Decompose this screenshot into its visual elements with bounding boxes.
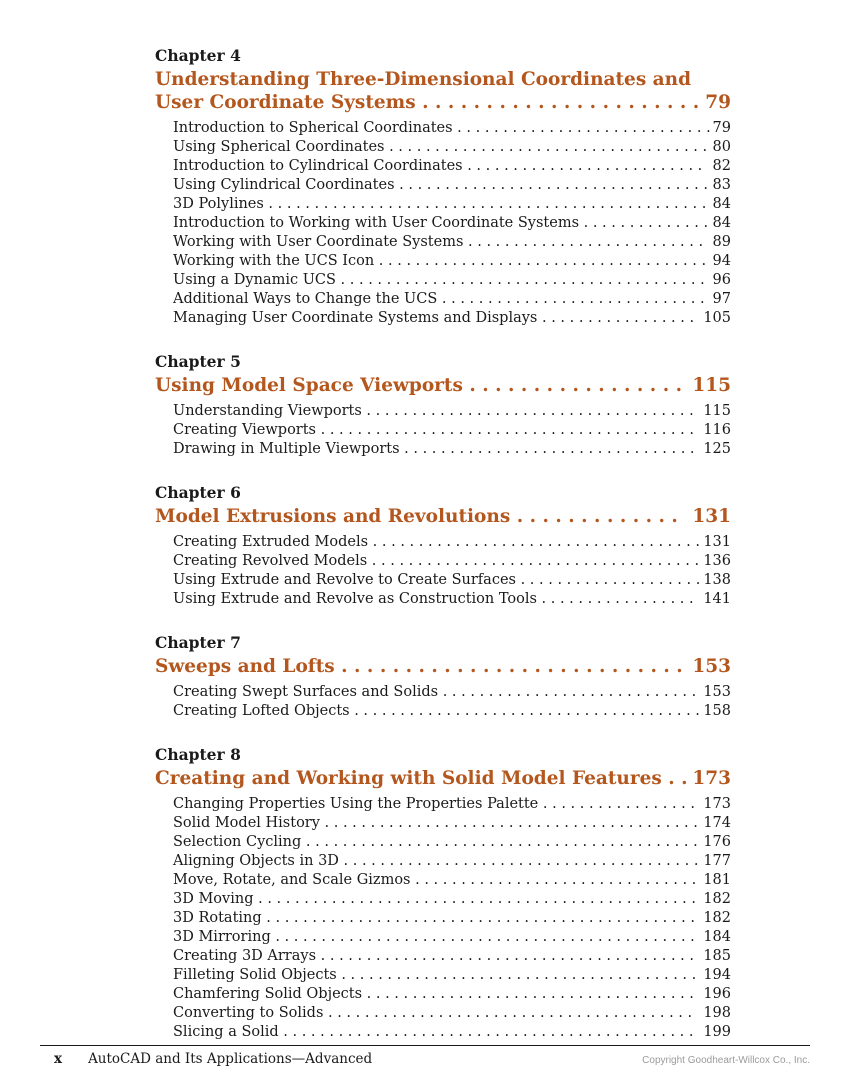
toc-entry bbox=[173, 702, 731, 721]
entry-title: Chamfering Solid Objects bbox=[173, 986, 363, 1002]
entry-title: Slicing a Solid bbox=[173, 1024, 279, 1040]
toc-entry bbox=[173, 138, 731, 157]
toc-entry bbox=[173, 909, 731, 928]
dot-leader: . . bbox=[661, 768, 688, 789]
dot-leader: . . . . . . . . . . . . . . . . . bbox=[536, 591, 694, 607]
dot-leader: . . . . . . . . . . . . . . . . . . . . . . . . . . bbox=[462, 158, 703, 174]
chapter-page-number: 79 bbox=[705, 92, 731, 113]
chapter-title-row bbox=[155, 374, 731, 397]
toc-entry bbox=[173, 947, 731, 966]
entry-page-number: 131 bbox=[703, 534, 731, 550]
toc-entry bbox=[173, 683, 731, 702]
entry-page-number: 80 bbox=[712, 139, 731, 155]
entry-page-number: 83 bbox=[712, 177, 731, 193]
entry-title: Changing Properties Using the Properties Palette bbox=[173, 796, 539, 812]
entry-page-number: 116 bbox=[703, 422, 731, 438]
entry-page-number: 173 bbox=[703, 796, 731, 812]
toc-entry bbox=[173, 928, 731, 947]
entry-title: Creating Viewports bbox=[173, 422, 317, 438]
entry-page-number: 141 bbox=[703, 591, 731, 607]
chapter-page-number: 173 bbox=[692, 768, 731, 789]
entry-page-number: 177 bbox=[703, 853, 731, 869]
chapter-entries bbox=[155, 533, 731, 609]
toc-entry bbox=[173, 852, 731, 871]
dot-leader: . . . . . . . . . . . . . . . . . . . . . . . . . . . . . . . . . . bbox=[394, 177, 708, 193]
chapter-title: Using Model Space Viewports bbox=[155, 375, 463, 396]
dot-leader: . . . . . . . . . . . . . . . . . . . . . . . . . . bbox=[463, 234, 704, 250]
dot-leader: . . . . . . . . . . . . . . . . . . . . . . . . . . . bbox=[334, 656, 683, 677]
toc-entry bbox=[173, 309, 731, 328]
toc-entry bbox=[173, 233, 731, 252]
dot-leader: . . . . . . . . . . . . . . . . . bbox=[538, 796, 695, 812]
chapter-title: Creating and Working with Solid Model Features bbox=[155, 768, 662, 789]
entry-title: Introduction to Spherical Coordinates bbox=[173, 120, 453, 136]
toc-entry bbox=[173, 157, 731, 176]
toc-entry bbox=[173, 571, 731, 590]
chapter-section bbox=[155, 633, 731, 721]
entry-page-number: 176 bbox=[703, 834, 731, 850]
dot-leader: . . . . . . . . . . . . . . . . . . . . . . . . . . . . . . . . . . . . . . . . bbox=[323, 1005, 693, 1021]
entry-page-number: 153 bbox=[703, 684, 731, 700]
entry-page-number: 182 bbox=[703, 891, 731, 907]
entry-page-number: 196 bbox=[703, 986, 731, 1002]
toc-entry bbox=[173, 814, 731, 833]
chapter-entries bbox=[155, 795, 731, 1042]
dot-leader: . . . . . . . . . . . . . . . . . . . . . . . . . . . . . . . . . . . . . . . . . . . . . . . bbox=[261, 910, 695, 926]
entry-title: Aligning Objects in 3D bbox=[173, 853, 339, 869]
page-footer bbox=[40, 1045, 810, 1067]
entry-title: Using Cylindrical Coordinates bbox=[173, 177, 395, 193]
footer-copyright: Copyright Goodheart-Willcox Co., Inc. bbox=[642, 1055, 810, 1066]
chapter-title-row bbox=[155, 505, 731, 528]
entry-page-number: 82 bbox=[712, 158, 731, 174]
footer-row bbox=[40, 1051, 810, 1067]
toc-entry bbox=[173, 533, 731, 552]
dot-leader: . . . . . . . . . . . . . . . . . . . . . . . . . . . . . . . . . . . . . . . . . . . bbox=[301, 834, 698, 850]
entry-title: Converting to Solids bbox=[173, 1005, 324, 1021]
chapter-label: Chapter 6 bbox=[155, 483, 241, 502]
entry-title: Creating Lofted Objects bbox=[173, 703, 350, 719]
toc-entry bbox=[173, 402, 731, 421]
entry-title: Drawing in Multiple Viewports bbox=[173, 441, 400, 457]
dot-leader: . . . . . . . . . . . . . . . . . . . . . . . . . . . . . . . . . . . . . . . . . . . . . . . . bbox=[253, 891, 696, 907]
toc-entry bbox=[173, 176, 731, 195]
dot-leader: . . . . . . . . . . . . . . . . . . . . . . . . . . . . . . . . . . . . . . . bbox=[336, 967, 697, 983]
chapter-page-number: 131 bbox=[692, 506, 731, 527]
dot-leader: . . . . . . . . . . . . . . . . . . . . bbox=[515, 572, 701, 588]
toc-entry bbox=[173, 833, 731, 852]
entry-title: Creating 3D Arrays bbox=[173, 948, 317, 964]
toc-entry bbox=[173, 552, 731, 571]
entry-page-number: 185 bbox=[703, 948, 731, 964]
chapter-title: Sweeps and Lofts bbox=[155, 656, 335, 677]
chapter-label: Chapter 8 bbox=[155, 745, 241, 764]
entry-page-number: 105 bbox=[703, 310, 731, 326]
toc-entry bbox=[173, 271, 731, 290]
chapter-title-row bbox=[155, 767, 731, 790]
toc-entry bbox=[173, 890, 731, 909]
toc-entry bbox=[173, 214, 731, 233]
toc-entry bbox=[173, 985, 731, 1004]
entry-page-number: 138 bbox=[703, 572, 731, 588]
dot-leader: . . . . . . . . . . . . . bbox=[510, 506, 678, 527]
chapter-entries bbox=[155, 402, 731, 459]
footer-page-number: x bbox=[54, 1051, 63, 1067]
entry-title: Using Extrude and Revolve to Create Surfaces bbox=[173, 572, 516, 588]
toc-entry bbox=[173, 1023, 731, 1042]
toc-entry bbox=[173, 966, 731, 985]
dot-leader: . . . . . . . . . . . . . . . . . . . . . . . . . . . . . . . bbox=[410, 872, 697, 888]
chapter-title-row bbox=[155, 68, 731, 114]
entry-title: Using a Dynamic UCS bbox=[173, 272, 336, 288]
chapter-entries bbox=[155, 683, 731, 721]
dot-leader: . . . . . . . . . . . . . . . . . . . . . . . . . . . . . . . . . . . bbox=[384, 139, 708, 155]
toc-entry bbox=[173, 590, 731, 609]
footer-book-title: AutoCAD and Its Applications—Advanced bbox=[88, 1051, 373, 1067]
entry-page-number: 199 bbox=[703, 1024, 731, 1040]
toc-entry bbox=[173, 119, 731, 138]
entry-page-number: 194 bbox=[703, 967, 731, 983]
entry-title: Filleting Solid Objects bbox=[173, 967, 337, 983]
table-of-contents bbox=[155, 46, 731, 1066]
dot-leader: . . . . . . . . . . . . . . . . . . . . . . . . . . . . . bbox=[437, 291, 705, 307]
entry-title: Selection Cycling bbox=[173, 834, 302, 850]
dot-leader: . . . . . . . . . . . . . . . . . . . . . . . . . . . . . . . . . . . . . . . . . . . . . . . . bbox=[263, 196, 707, 212]
entry-page-number: 184 bbox=[703, 929, 731, 945]
dot-leader: . . . . . . . . . . . . . . . . . . . . . . . . . . . . . . . . bbox=[399, 441, 695, 457]
entry-page-number: 115 bbox=[703, 403, 731, 419]
toc-entry bbox=[173, 1004, 731, 1023]
entry-title: Introduction to Working with User Coordinate Systems bbox=[173, 215, 580, 231]
entry-page-number: 174 bbox=[703, 815, 731, 831]
toc-entry bbox=[173, 795, 731, 814]
entry-title: Using Extrude and Revolve as Construction Tools bbox=[173, 591, 537, 607]
dot-leader: . . . . . . . . . . . . . . bbox=[579, 215, 709, 231]
entry-page-number: 89 bbox=[712, 234, 731, 250]
entry-page-number: 136 bbox=[703, 553, 731, 569]
entry-page-number: 181 bbox=[703, 872, 731, 888]
chapter-label: Chapter 5 bbox=[155, 352, 241, 371]
dot-leader: . . . . . . . . . . . . . . . . . . . . . . bbox=[415, 92, 700, 113]
toc-entry bbox=[173, 195, 731, 214]
dot-leader: . . . . . . . . . . . . . . . . . . . . . . . . . . . . . . . . . . . . bbox=[362, 986, 694, 1002]
dot-leader: . . . . . . . . . . . . . . . . . . . . . . . . . . . . . . . . . . . . . . . . . bbox=[319, 815, 698, 831]
dot-leader: . . . . . . . . . . . . . . . . . . . . . . . . . . . . . . . . . . . . . . . . bbox=[335, 272, 705, 288]
dot-leader: . . . . . . . . . . . . . . . . . . . . . . . . . . . . . . . . . . . . . . . . . bbox=[316, 422, 694, 438]
entry-page-number: 182 bbox=[703, 910, 731, 926]
toc-entry bbox=[173, 871, 731, 890]
toc-entry bbox=[173, 440, 731, 459]
entry-page-number: 158 bbox=[703, 703, 731, 719]
entry-page-number: 97 bbox=[712, 291, 731, 307]
dot-leader: . . . . . . . . . . . . . . . . . . . . . . . . . . . . . . . . . . . . . . . . . . . . . . bbox=[270, 929, 695, 945]
dot-leader: . . . . . . . . . . . . . . . . . bbox=[462, 375, 683, 396]
dot-leader: . . . . . . . . . . . . . . . . . . . . . . . . . . . . . . . . . . . . . . . . . . . . . bbox=[278, 1024, 694, 1040]
entry-title: Managing User Coordinate Systems and Displays bbox=[173, 310, 538, 326]
entry-title: Additional Ways to Change the UCS bbox=[173, 291, 438, 307]
dot-leader: . . . . . . . . . . . . . . . . . . . . . . . . . . . . . . . . . . . . bbox=[367, 553, 700, 569]
toc-entry bbox=[173, 421, 731, 440]
chapter-page-number: 153 bbox=[692, 656, 731, 677]
entry-title: Understanding Viewports bbox=[173, 403, 362, 419]
entry-title: Solid Model History bbox=[173, 815, 320, 831]
entry-title: 3D Mirroring bbox=[173, 929, 271, 945]
entry-title: Move, Rotate, and Scale Gizmos bbox=[173, 872, 411, 888]
chapter-entries bbox=[155, 119, 731, 328]
dot-leader: . . . . . . . . . . . . . . . . . bbox=[537, 310, 695, 326]
entry-page-number: 84 bbox=[712, 196, 731, 212]
entry-title: Creating Swept Surfaces and Solids bbox=[173, 684, 439, 700]
entry-title: Introduction to Cylindrical Coordinates bbox=[173, 158, 463, 174]
chapter-section bbox=[155, 46, 731, 328]
chapter-title-row bbox=[155, 655, 731, 678]
dot-leader: . . . . . . . . . . . . . . . . . . . . . . . . . . . . . . . . . . . . . . bbox=[349, 703, 700, 719]
dot-leader: . . . . . . . . . . . . . . . . . . . . . . . . . . . . bbox=[438, 684, 697, 700]
entry-title: Using Spherical Coordinates bbox=[173, 139, 385, 155]
entry-page-number: 84 bbox=[712, 215, 731, 231]
chapter-section bbox=[155, 483, 731, 609]
dot-leader: . . . . . . . . . . . . . . . . . . . . . . . . . . . . . . . . . . . . bbox=[374, 253, 707, 269]
dot-leader: . . . . . . . . . . . . . . . . . . . . . . . . . . . . . . . . . . . . bbox=[361, 403, 694, 419]
dot-leader: . . . . . . . . . . . . . . . . . . . . . . . . . . . . bbox=[452, 120, 711, 136]
toc-entry bbox=[173, 252, 731, 271]
dot-leader: . . . . . . . . . . . . . . . . . . . . . . . . . . . . . . . . . . . . . . . bbox=[338, 853, 699, 869]
entry-title: Creating Revolved Models bbox=[173, 553, 368, 569]
entry-page-number: 79 bbox=[712, 120, 731, 136]
entry-page-number: 198 bbox=[703, 1005, 731, 1021]
entry-title: Creating Extruded Models bbox=[173, 534, 369, 550]
entry-title: 3D Rotating bbox=[173, 910, 262, 926]
chapter-label: Chapter 4 bbox=[155, 46, 241, 65]
entry-title: Working with the UCS Icon bbox=[173, 253, 375, 269]
dot-leader: . . . . . . . . . . . . . . . . . . . . . . . . . . . . . . . . . . . . . . . . . bbox=[316, 948, 694, 964]
entry-title: 3D Polylines bbox=[173, 196, 264, 212]
entry-page-number: 94 bbox=[712, 253, 731, 269]
entry-page-number: 125 bbox=[703, 441, 731, 457]
chapter-page-number: 115 bbox=[692, 375, 731, 396]
entry-title: Working with User Coordinate Systems bbox=[173, 234, 464, 250]
dot-leader: . . . . . . . . . . . . . . . . . . . . . . . . . . . . . . . . . . . . bbox=[368, 534, 700, 550]
chapter-title: Model Extrusions and Revolutions bbox=[155, 506, 511, 527]
chapter-title: Understanding Three-Dimensional Coordinates and User Coordinate Systems bbox=[155, 69, 692, 113]
toc-entry bbox=[173, 290, 731, 309]
chapter-section bbox=[155, 745, 731, 1042]
chapter-section bbox=[155, 352, 731, 459]
entry-title: 3D Moving bbox=[173, 891, 254, 907]
chapter-label: Chapter 7 bbox=[155, 633, 241, 652]
entry-page-number: 96 bbox=[712, 272, 731, 288]
